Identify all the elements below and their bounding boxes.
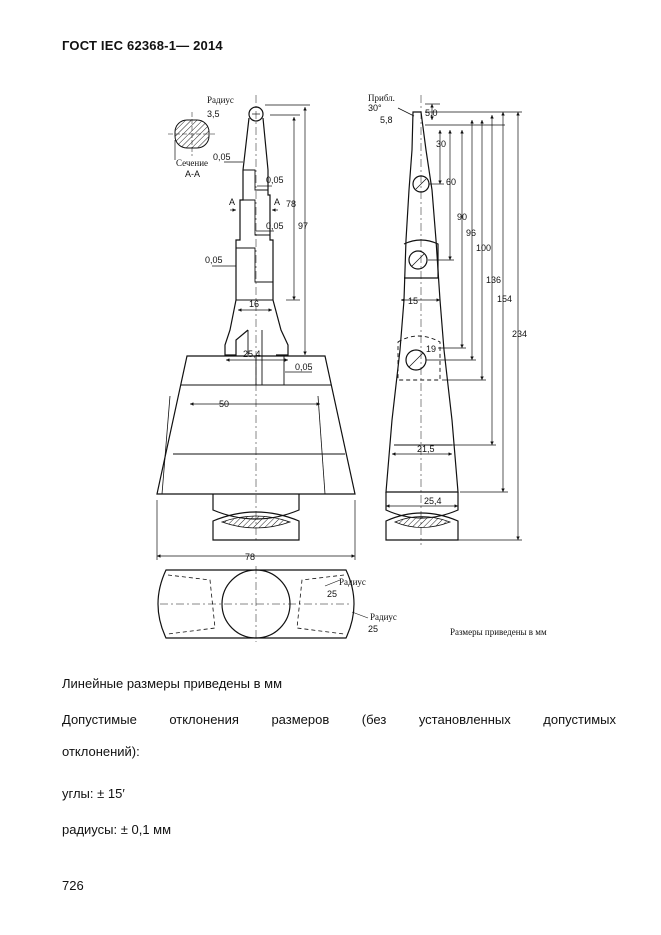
angles-tolerance: углы: ± 15′: [62, 786, 125, 801]
side-view: [386, 95, 458, 545]
tolerances-line-continued: отклонений):: [62, 744, 140, 759]
dim-60: 60: [446, 177, 457, 187]
dim-0-05-a: 0,05: [213, 152, 231, 162]
cut-a-left: А: [229, 197, 236, 207]
side-view-dimensions: [386, 104, 522, 540]
dim-100: 100: [476, 243, 492, 253]
radius-b2-value: 25: [368, 624, 379, 634]
section-a-a: [168, 112, 216, 160]
tolerance-word-2: отклонения: [169, 712, 239, 727]
tolerance-word-4: (без: [361, 712, 387, 727]
dim-96: 96: [466, 228, 477, 238]
dim-0-05-b: 0,05: [266, 175, 284, 185]
dim-234: 234: [512, 329, 528, 339]
dim-50: 50: [219, 399, 230, 409]
tolerance-word-3: размеров: [271, 712, 330, 727]
dim-5-8: 5,8: [380, 115, 393, 125]
tolerance-word-1: Допустимые: [62, 712, 137, 727]
dim-25-4: 25,4: [243, 349, 261, 359]
tolerances-line: [62, 712, 616, 727]
dim-21-5: 21,5: [417, 444, 435, 454]
dim-78: 78: [286, 199, 297, 209]
radius-b2-label: Радиус: [370, 612, 397, 622]
dim-0-05-e: 0,05: [295, 362, 313, 372]
radius-b1-label: Радиус: [339, 577, 366, 587]
dimensions-note: Размеры приведены в мм: [450, 627, 547, 637]
tolerance-word-6: допустимых: [543, 712, 616, 727]
approx-label: Прибл.: [368, 93, 395, 103]
dim-30: 30: [436, 139, 447, 149]
dim-0-05-c: 0,05: [266, 221, 284, 231]
radius-tip-label: Радиус: [207, 95, 234, 105]
dim-78-width: 78: [245, 552, 256, 562]
page-number: 726: [62, 878, 84, 893]
dim-15: 15: [408, 296, 419, 306]
dim-90: 90: [457, 212, 468, 222]
tolerance-word-5: установленных: [418, 712, 511, 727]
linear-dimensions-line: Линейные размеры приведены в мм: [62, 676, 283, 691]
dim-16: 16: [249, 299, 260, 309]
radius-b1-value: 25: [327, 589, 338, 599]
dim-97: 97: [298, 221, 309, 231]
dim-25-4-right: 25,4: [424, 496, 442, 506]
document-header: ГОСТ IEC 62368-1— 2014: [62, 38, 223, 53]
radii-tolerance: радиусы: ± 0,1 мм: [62, 822, 172, 837]
dim-5-0: 5,0: [425, 108, 438, 118]
dim-154: 154: [497, 294, 513, 304]
section-label: Сечение: [176, 158, 209, 168]
dim-136: 136: [486, 275, 502, 285]
dim-0-05-d: 0,05: [205, 255, 223, 265]
dim-19: 19: [426, 344, 437, 354]
angle-value: 30°: [368, 103, 382, 113]
radius-tip-value: 3,5: [207, 109, 220, 119]
cut-a-right: А: [274, 197, 281, 207]
bottom-view: [158, 566, 368, 642]
section-name: А-А: [185, 169, 201, 179]
